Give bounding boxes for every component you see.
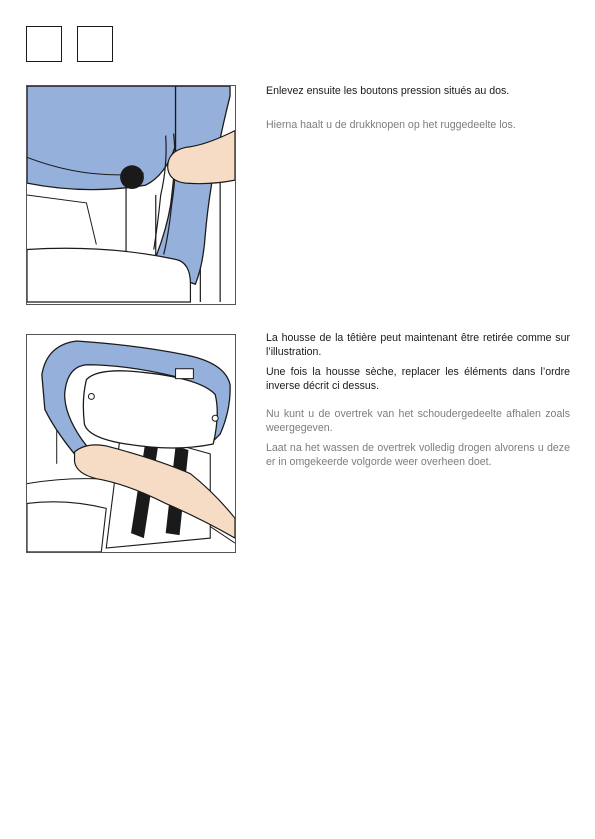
snap-button-icon xyxy=(120,165,144,189)
illustration-snap-buttons xyxy=(26,85,236,305)
step-checkbox-2[interactable] xyxy=(77,26,113,62)
illustration-headrest-cover xyxy=(26,334,236,553)
section2-nl-2: Laat na het wassen de overtrek volledig drogen alvorens u deze er in omgekeerde volgorde weer overheen doet. xyxy=(266,442,570,468)
step-checkbox-1[interactable] xyxy=(26,26,62,62)
section2-fr-1: La housse de la têtière peut maintenant être retirée comme sur l’illustration. xyxy=(266,332,570,358)
section1-fr: Enlevez ensuite les boutons pression situés au dos. xyxy=(266,85,510,97)
section1-text xyxy=(266,84,570,132)
headrest-cover-illustration xyxy=(27,335,235,552)
section2-fr-2: Une fois la housse sèche, replacer les éléments dans l’ordre inverse décrit ci dessus. xyxy=(266,366,570,392)
section1-nl: Hierna haalt u de drukknopen op het ruggedeelte los. xyxy=(266,119,516,131)
section2-nl-1: Nu kunt u de overtrek van het schoudergedeelte afhalen zoals weergegeven. xyxy=(266,408,570,434)
section2-text xyxy=(266,331,570,469)
snap-button-illustration xyxy=(27,86,235,304)
